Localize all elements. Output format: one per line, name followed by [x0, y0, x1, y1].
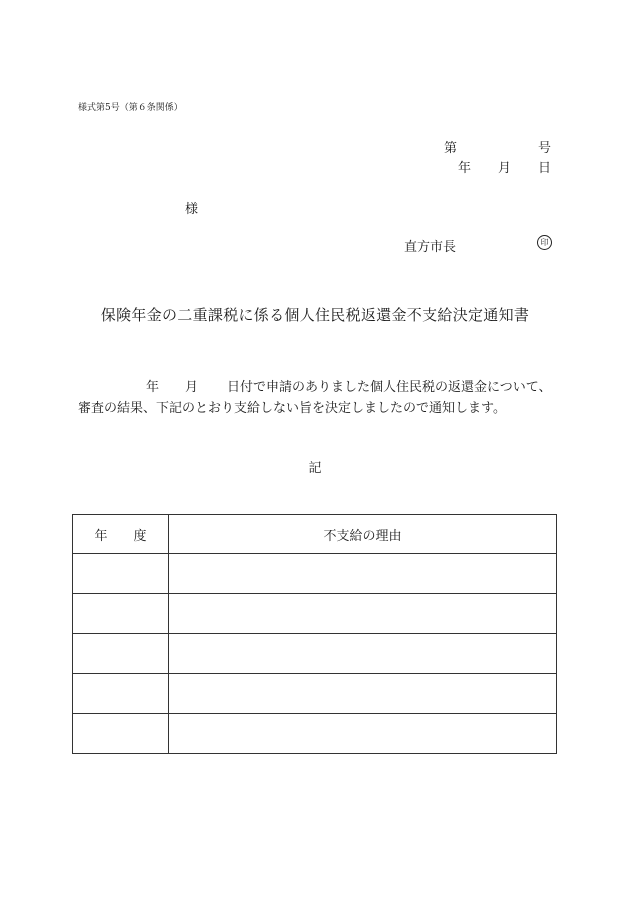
cell-reason — [169, 634, 557, 674]
date-year: 年 — [458, 161, 472, 176]
issuer-name: 直方市長 — [404, 240, 457, 255]
addressee-suffix: 様 — [185, 202, 199, 217]
cell-reason — [169, 674, 557, 714]
cell-year — [73, 634, 169, 674]
cell-year — [73, 674, 169, 714]
body-year: 年 — [146, 380, 160, 395]
doc-number-dai: 第 — [444, 141, 458, 156]
body-line1: 日付で申請のありました個人住民税の返還金について、 — [227, 380, 552, 395]
cell-reason — [169, 594, 557, 634]
cell-year — [73, 714, 169, 754]
table-header-row — [73, 515, 557, 554]
date-day: 日 — [538, 161, 552, 176]
body-month: 月 — [185, 380, 199, 395]
table-row — [73, 634, 557, 674]
cell-reason — [169, 554, 557, 594]
table-row — [73, 554, 557, 594]
ki-heading: 記 — [308, 461, 322, 476]
table-row — [73, 714, 557, 754]
cell-reason — [169, 714, 557, 754]
table-row — [73, 594, 557, 634]
header-reason: 不支給の理由 — [169, 515, 557, 554]
body-line2: 審査の結果、下記のとおり支給しない旨を決定しましたので通知します。 — [78, 401, 506, 416]
document-title: 保険年金の二重課税に係る個人住民税返還金不支給決定通知書 — [100, 306, 530, 324]
form-number: 様式第5号（第６条関係） — [78, 103, 183, 113]
table-row — [73, 674, 557, 714]
doc-number-go: 号 — [538, 141, 552, 156]
cell-year — [73, 594, 169, 634]
reasons-table — [72, 514, 557, 754]
header-fiscal-year: 年 度 — [73, 515, 169, 554]
date-month: 月 — [498, 161, 512, 176]
cell-year — [73, 554, 169, 594]
seal-mark: 印 — [537, 235, 552, 250]
